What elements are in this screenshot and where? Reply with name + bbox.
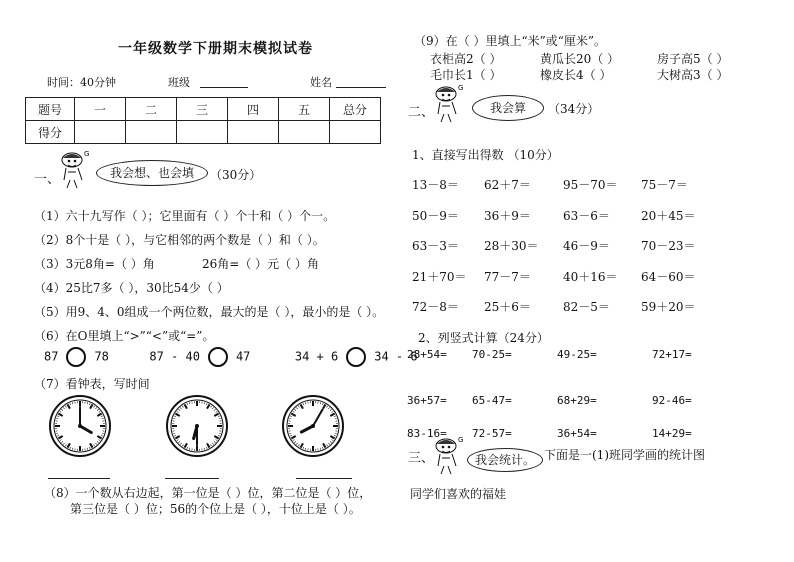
table-header-cell: 三 — [177, 98, 228, 121]
question-4: （4）25比7多（ ），30比54少（ ） — [34, 281, 229, 295]
clock-center — [78, 424, 82, 428]
oral-calc-item: 62＋7＝ — [484, 178, 531, 192]
oral-calc-item: 95－70＝ — [563, 178, 618, 192]
section-bubble: 我会统计。 — [467, 448, 543, 472]
q9-item: 毛巾长1（ ） — [430, 68, 502, 82]
oral-calc-item: 63－6＝ — [563, 208, 610, 223]
section-number: 一、 — [34, 172, 61, 187]
question-6: （6）在O里填上“>”“<”或“=”。 — [34, 329, 215, 343]
oral-calc-item: 40＋16＝ — [563, 269, 618, 284]
question-3b: 26角=（ ）元（ ）角 — [202, 257, 319, 271]
question-8a: （8）一个数从右边起，第一位是（ ）位，第二位是（ ）位， — [44, 486, 372, 500]
clock-answer-blank[interactable] — [48, 478, 110, 479]
table-row — [26, 121, 381, 144]
oral-calc-item: 46－9＝ — [563, 239, 610, 253]
table-row — [26, 98, 381, 121]
table-header-cell: 总分 — [330, 98, 381, 121]
vertical-calc-item: 72+17= — [652, 348, 692, 361]
class-label: 班级 — [168, 76, 190, 89]
section-points: （34分） — [548, 102, 600, 116]
question-5: （5）用9、4、0组成一个两位数，最大的是（ ），最小的是（ ）。 — [34, 305, 385, 319]
clock-center — [195, 424, 199, 428]
oral-calc-item: 20＋45＝ — [641, 208, 696, 223]
score-cell[interactable] — [177, 121, 228, 144]
oral-calc-item: 64－60＝ — [641, 269, 696, 284]
vertical-calc-item: 72-57= — [472, 427, 512, 440]
score-cell[interactable] — [228, 121, 279, 144]
score-cell[interactable] — [330, 121, 381, 144]
section-text: 下面是一(1)班同学画的统计图 — [544, 448, 705, 462]
compare-circle[interactable] — [346, 347, 366, 367]
oral-calc-item: 25＋6＝ — [484, 300, 531, 314]
q9-item: 橡皮长4（ ） — [540, 68, 612, 82]
subsection-title: 1、直接写出得数 （10分） — [412, 148, 559, 162]
vertical-calc-item: 68+29= — [557, 394, 597, 407]
compare-right: 47 — [235, 349, 251, 364]
compare-circle[interactable] — [208, 347, 228, 367]
vertical-calc-item: 14+29= — [652, 427, 692, 440]
compare-circle[interactable] — [66, 347, 86, 367]
compare-left: 87 - 40 — [149, 349, 200, 364]
section-text: 同学们喜欢的福娃 — [410, 487, 507, 501]
oral-calc-item: 70－23＝ — [641, 239, 696, 253]
oral-calc-item: 13－8＝ — [412, 178, 459, 192]
mascot-icon — [432, 84, 468, 126]
mascot-icon — [58, 150, 94, 192]
clock-answer-blank[interactable] — [296, 478, 352, 479]
question-8b: 第三位是（ ）位；56的个位上是（ ），十位上是（ ）。 — [70, 502, 361, 516]
oral-calc-item: 82－5＝ — [563, 300, 610, 314]
score-cell[interactable] — [75, 121, 126, 144]
q9-item: 房子高5（ ） — [657, 52, 729, 66]
score-table — [25, 97, 381, 144]
clock-center — [311, 424, 315, 428]
section-bubble: 我会想、也会填 — [96, 160, 208, 186]
vertical-calc-item: 28+54= — [407, 348, 447, 361]
mascot-icon — [432, 436, 468, 478]
oral-calc-item: 50－9＝ — [412, 208, 459, 223]
clock-face-icon — [48, 394, 112, 458]
oral-calc-item: 28＋30＝ — [484, 239, 539, 253]
oral-calc-item: 77－7＝ — [484, 269, 531, 284]
q9-item: 黄瓜长20（ ） — [540, 52, 620, 66]
section-number: 二、 — [408, 105, 435, 120]
oral-calc-item: 72－8＝ — [412, 300, 459, 314]
clock-face-icon — [165, 394, 229, 458]
question-3a: （3）3元8角=（ ）角 — [34, 257, 155, 271]
question-7: （7）看钟表，写时间 — [34, 377, 150, 391]
subsection-title: 2、列竖式计算（24分） — [418, 331, 549, 345]
compare-right: 78 — [94, 349, 109, 364]
compare-right: 34 - 6 — [374, 349, 418, 364]
page-title: 一年级数学下册期末模拟试卷 — [118, 41, 313, 57]
vertical-calc-item: 36+54= — [557, 427, 597, 440]
section-number: 三、 — [408, 451, 435, 466]
clock-face-icon — [281, 394, 345, 458]
compare-left: 87 — [44, 349, 59, 364]
q9-item: 衣柜高2（ ） — [430, 52, 502, 66]
table-header-cell: 五 — [279, 98, 330, 121]
time-label: 时间：40分钟 — [47, 76, 116, 89]
oral-calc-item: 21＋70＝ — [412, 269, 467, 284]
question-1: （1）六十九写作（ ）；它里面有（ ）个十和（ ）个一。 — [34, 209, 336, 223]
table-row-label: 得分 — [26, 121, 75, 144]
vertical-calc-item: 92-46= — [652, 394, 692, 407]
class-blank[interactable] — [200, 87, 248, 88]
vertical-calc-item: 70-25= — [472, 348, 512, 361]
oral-calc-item: 63－3＝ — [412, 239, 459, 253]
oral-calc-item: 59＋20＝ — [641, 300, 696, 314]
compare-row — [44, 347, 418, 367]
score-cell[interactable] — [126, 121, 177, 144]
vertical-calc-item: 65-47= — [472, 394, 512, 407]
table-header-cell: 二 — [126, 98, 177, 121]
question-2: （2）8个十是（ ），与它相邻的两个数是（ ）和（ ）。 — [34, 233, 325, 247]
vertical-calc-item: 83-16= — [407, 427, 447, 440]
q9-item: 大树高3（ ） — [657, 68, 729, 82]
table-header-cell: 题号 — [26, 98, 75, 121]
score-cell[interactable] — [279, 121, 330, 144]
section-points: （30分） — [210, 168, 262, 182]
name-label: 姓名 — [310, 76, 332, 89]
compare-left: 34 + 6 — [294, 349, 339, 364]
oral-calc-item: 75－7＝ — [641, 178, 688, 192]
vertical-calc-item: 36+57= — [407, 394, 447, 407]
question-9: （9）在（ ）里填上“米”或“厘米”。 — [414, 34, 606, 48]
table-header-cell: 四 — [228, 98, 279, 121]
table-header-cell: 一 — [75, 98, 126, 121]
oral-calc-item: 36＋9＝ — [484, 208, 531, 223]
vertical-calc-item: 49-25= — [557, 348, 597, 361]
section-bubble: 我会算 — [472, 95, 544, 121]
clock-answer-blank[interactable] — [165, 478, 219, 479]
name-blank[interactable] — [336, 87, 386, 88]
